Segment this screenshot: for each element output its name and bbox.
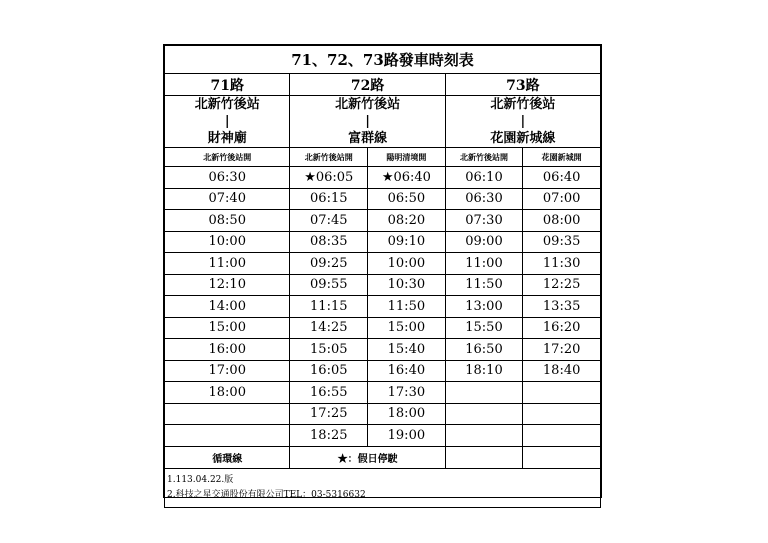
table-row [165,360,601,382]
timetable-title: 71、72、73路發車時刻表 [165,46,601,74]
route-72-connector: | [365,114,370,129]
table-row [165,425,601,447]
departure-time-cell: ★06:40 [368,167,446,189]
departure-time-cell: 07:00 [523,188,601,210]
departure-time-cell: 11:00 [445,253,523,275]
note-company: 2.科技之星交通股份有限公司TEL：03-5316632 [167,489,366,500]
departure-time-cell: 06:10 [445,167,523,189]
departure-time-cell: 06:15 [290,188,368,210]
departure-time-cell [523,403,601,425]
route-71-destination: 財神廟 [207,131,247,146]
departure-time-cell: 15:05 [290,339,368,361]
departure-time-cell: 06:50 [368,188,446,210]
departure-time-cell: 15:50 [445,317,523,339]
column-header: 北新竹後站開 [445,148,523,167]
departure-time-cell: 16:05 [290,360,368,382]
route-73-connector: | [520,114,526,129]
departure-time-cell: 12:10 [165,274,290,296]
column-header: 陽明清境開 [368,148,446,167]
departure-time-cell: 10:30 [368,274,446,296]
departure-time-cell: 10:00 [165,231,290,253]
route-73-destination: 花園新城線 [490,131,556,146]
route-73-endpoints [445,96,600,148]
route-71-connector: | [224,114,230,129]
route-72-origin: 北新竹後站 [335,97,401,112]
departure-time-cell [165,425,290,447]
table-row [165,167,601,189]
departure-time-cell [445,425,523,447]
departure-time-cell [445,403,523,425]
footer-empty-cell [523,446,601,468]
departure-time-cell: 13:35 [523,296,601,318]
departure-time-cell: 18:10 [445,360,523,382]
departure-time-cell: 17:30 [368,382,446,404]
departure-time-cell: 06:30 [445,188,523,210]
departure-time-cell: 09:35 [523,231,601,253]
departure-time-cell: 19:00 [368,425,446,447]
departure-time-cell: 17:00 [165,360,290,382]
departure-time-cell: 11:15 [290,296,368,318]
footer-empty-cell [445,446,523,468]
timetable-sheet [163,44,602,498]
departure-time-cell [165,403,290,425]
departure-time-cell: 09:00 [445,231,523,253]
departure-time-cell: 06:40 [523,167,601,189]
departure-time-cell: ★06:05 [290,167,368,189]
departure-time-cell [523,382,601,404]
table-row [165,317,601,339]
departure-time-cell: 18:40 [523,360,601,382]
departure-time-cell: 18:00 [165,382,290,404]
departure-time-cell: 10:00 [368,253,446,275]
route-71-origin: 北新竹後站 [194,97,260,112]
holiday-note: ★：假日停駛 [290,446,445,468]
departure-time-cell: 07:40 [165,188,290,210]
route-73-name: 73路 [445,74,600,96]
departure-time-cell: 18:25 [290,425,368,447]
note-version: 1.113.04.22.版 [167,474,234,485]
departure-time-cell: 16:40 [368,360,446,382]
departure-time-cell: 18:00 [368,403,446,425]
route-71-endpoints [165,96,290,148]
departure-time-cell: 16:20 [523,317,601,339]
route-71-name: 71路 [165,74,290,96]
departure-time-cell: 08:00 [523,210,601,232]
departure-time-cell: 14:25 [290,317,368,339]
route-72-name: 72路 [290,74,445,96]
timetable-body [165,167,601,447]
table-row [165,339,601,361]
departure-time-cell: 15:00 [165,317,290,339]
departure-time-cell: 16:55 [290,382,368,404]
table-row [165,403,601,425]
departure-time-cell: 09:55 [290,274,368,296]
departure-time-cell [523,425,601,447]
departure-time-cell [445,382,523,404]
departure-time-cell: 12:25 [523,274,601,296]
departure-time-cell: 11:50 [445,274,523,296]
departure-time-cell: 09:10 [368,231,446,253]
departure-time-cell: 09:25 [290,253,368,275]
table-row [165,210,601,232]
departure-time-cell: 08:35 [290,231,368,253]
route-72-endpoints [290,96,445,148]
timetable [164,45,601,508]
departure-time-cell: 15:00 [368,317,446,339]
route-73-origin: 北新竹後站 [490,97,556,112]
departure-time-cell: 16:00 [165,339,290,361]
departure-time-cell: 13:00 [445,296,523,318]
departure-time-cell: 06:30 [165,167,290,189]
column-header: 花園新城開 [523,148,601,167]
table-row [165,253,601,275]
departure-time-cell: 17:25 [290,403,368,425]
departure-time-cell: 17:20 [523,339,601,361]
loop-label: 循環線 [165,446,290,468]
departure-time-cell: 14:00 [165,296,290,318]
column-header: 北新竹後站開 [165,148,290,167]
notes-cell [165,468,601,507]
table-row [165,231,601,253]
departure-time-cell: 07:30 [445,210,523,232]
table-row [165,382,601,404]
departure-time-cell: 11:00 [165,253,290,275]
column-header: 北新竹後站開 [290,148,368,167]
table-row [165,274,601,296]
departure-time-cell: 16:50 [445,339,523,361]
departure-time-cell: 07:45 [290,210,368,232]
route-72-destination: 富群線 [348,131,388,146]
departure-time-cell: 08:20 [368,210,446,232]
table-row [165,296,601,318]
departure-time-cell: 08:50 [165,210,290,232]
departure-time-cell: 11:30 [523,253,601,275]
departure-time-cell: 15:40 [368,339,446,361]
table-row [165,188,601,210]
departure-time-cell: 11:50 [368,296,446,318]
